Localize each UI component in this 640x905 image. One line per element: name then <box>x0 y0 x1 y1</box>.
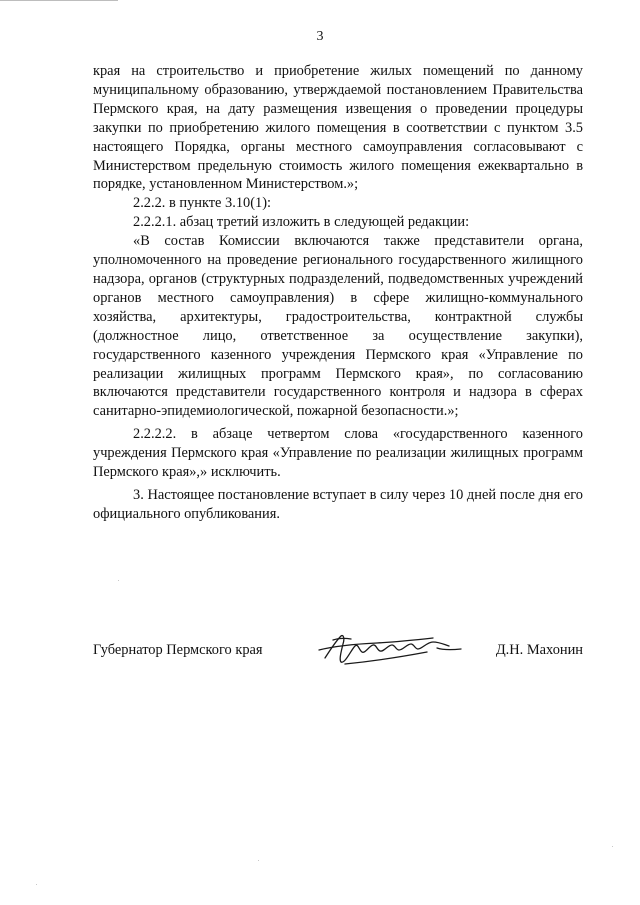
paragraph-entry-into-force: 3. Настоящее постановление вступает в силу через 10 дней после дня его официального опубликования. <box>93 486 583 522</box>
document-body <box>93 62 583 524</box>
paragraph-item-2-2-2-2: 2.2.2.2. в абзаце четвертом слова «государственного казенного учреждения Пермского края «Управление по реализации жилищных программ Пермского края»,» исключить. <box>93 426 583 481</box>
signature-block <box>93 636 583 676</box>
paragraph-item-2-2-2: 2.2.2. в пункте 3.10(1): <box>133 195 272 212</box>
page-number: 3 <box>316 29 324 44</box>
scan-speck <box>258 860 259 861</box>
scan-speck <box>36 884 37 885</box>
paragraph-item-2-2-2-1: 2.2.2.1. абзац третий изложить в следующей редакции: <box>133 214 470 231</box>
paragraph-price-approval: края на строительство и приобретение жилых помещений по данному муниципальному образованию, утверждаемой постановлением Правительства Пермского края, на дату размещения извещения о проведении процедуры закупки по приобретению жилого помещения в соответствии с пунктом 3.5 настоящего Порядка, органы местного самоуправления согласовывают с Министерством предельную стоимость жилого помещения ежеквартально в порядке, установленном Министерством.»; <box>93 63 583 193</box>
signatory-name: Д.Н. Махонин <box>495 642 583 658</box>
top-edge-line <box>0 0 118 1</box>
signatory-title: Губернатор Пермского края <box>93 642 263 658</box>
paragraph-commission-composition: «В состав Комиссии включаются также представители органа, уполномоченного на проведение регионального государственного жилищного надзора, органов (структурных подразделений, подведомственных учреждений органов местного самоуправления) в сфере жилищно-коммунального хозяйства, архитектуры, градостроительства, контрактной службы (должностное лицо, ответственное за осуществление закупки), государственного казенного учреждения Пермского края «Управление по реализации жилищных программ Пермского края», по согласованию включаются представители государственного контроля и надзора в сферах санитарно-эпидемиологической, пожарной безопасности.»; <box>93 233 583 420</box>
scan-speck <box>118 580 119 581</box>
scan-speck <box>612 846 613 847</box>
handwritten-signature <box>315 628 465 672</box>
